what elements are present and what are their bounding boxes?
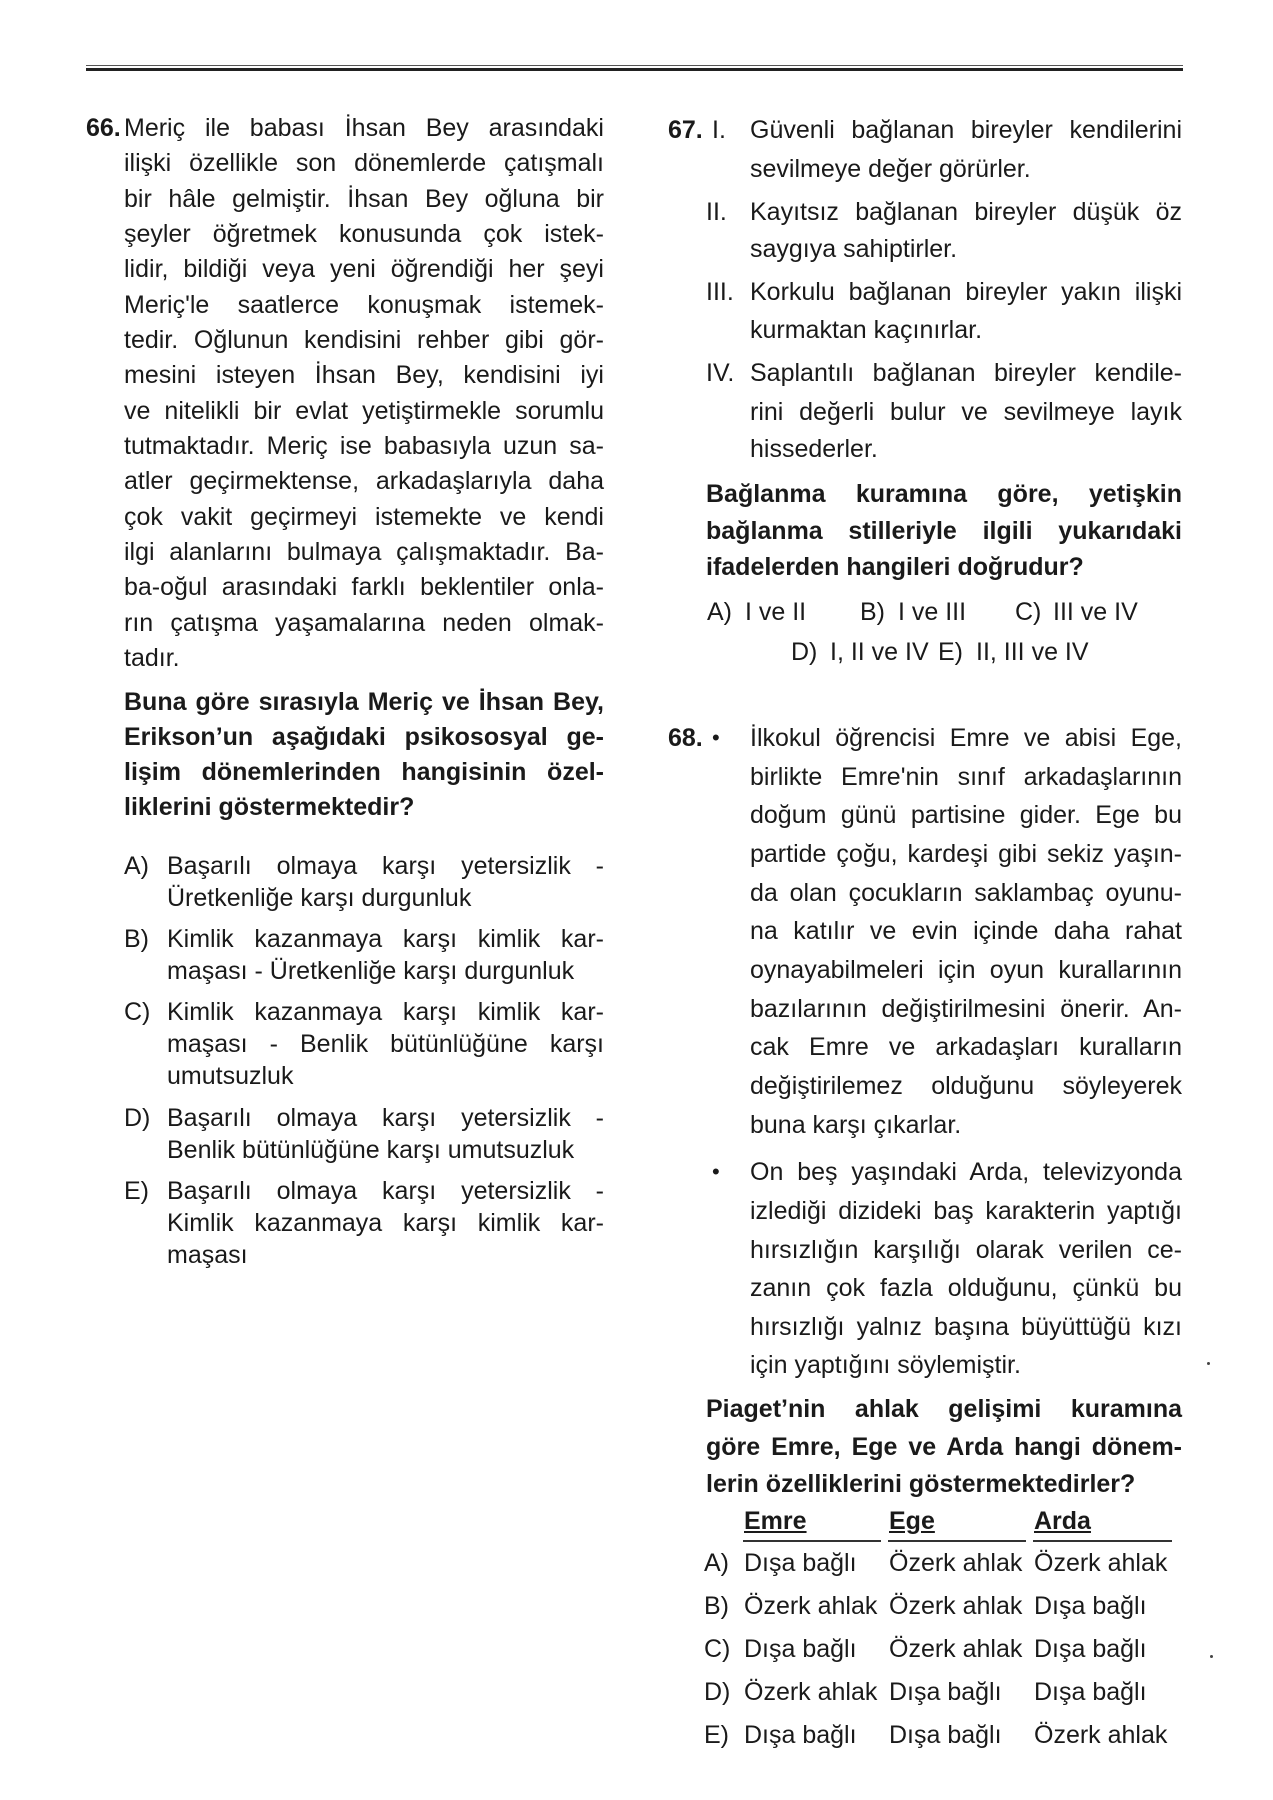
- table-cell: Dışa bağlı: [744, 1635, 857, 1663]
- statement-line: sevilmeye değer görürler.: [750, 155, 1031, 183]
- option-letter: C): [1015, 598, 1042, 626]
- table-cell: Dışa bağlı: [889, 1678, 1002, 1706]
- case-line: bazılarının değiştirilmesini önerir. An-: [750, 995, 1182, 1023]
- roman-numeral: I.: [712, 116, 726, 144]
- option-letter: B): [704, 1592, 729, 1620]
- statement-line: Kayıtsız bağlanan bireyler düşük öz: [750, 198, 1182, 226]
- statement-line: rini değerli bulur ve sevilmeye layık: [750, 398, 1182, 426]
- option-text: maşası - Üretkenliğe karşı durgunluk: [167, 957, 575, 985]
- option-letter: C): [124, 998, 151, 1026]
- option-text: maşası: [167, 1241, 248, 1269]
- case-line: da olan çocukların saklambaç oyunu-: [750, 879, 1182, 907]
- passage-line: ilgi alanlarını bulmaya çalışmaktadır. Ba-: [124, 538, 604, 566]
- passage-line: rın çatışma yaşamalarına neden olmak-: [124, 609, 604, 637]
- option-text: III ve IV: [1053, 598, 1138, 626]
- option-text: Kimlik kazanmaya karşı kimlik kar-: [167, 998, 604, 1026]
- statement-line: saygıya sahiptirler.: [750, 235, 958, 263]
- question-number: 68.: [668, 724, 703, 752]
- column-header-emre: Emre: [744, 1507, 807, 1535]
- option-letter: B): [124, 925, 149, 953]
- case-line: hırsızlığı yalnız başına büyüttüğü kızı: [750, 1313, 1182, 1341]
- question-stem-line: lerin özelliklerini göstermektedirler?: [706, 1470, 1136, 1498]
- option-text: Üretkenliğe karşı durgunluk: [167, 884, 472, 912]
- option-text: umutsuzluk: [167, 1062, 294, 1090]
- passage-line: tedir. Oğlunun kendisini rehber gibi gör-: [124, 326, 604, 354]
- column-rule: [888, 1540, 1026, 1542]
- question-stem-line: Bağlanma kuramına göre, yetişkin: [706, 480, 1182, 508]
- scan-speck: [1207, 1362, 1210, 1365]
- case-line: değiştirilemez olduğunu söyleyerek: [750, 1072, 1182, 1100]
- option-text: Başarılı olmaya karşı yetersizlik -: [167, 1104, 604, 1132]
- table-cell: Dışa bağlı: [1034, 1678, 1147, 1706]
- passage-line: tutmaktadır. Meriç ise babasıyla uzun sa-: [124, 432, 604, 460]
- roman-numeral: III.: [706, 278, 734, 306]
- statement-line: Güvenli bağlanan bireyler kendilerini: [750, 116, 1182, 144]
- column-rule: [1033, 1540, 1172, 1542]
- option-text: Benlik bütünlüğüne karşı umutsuzluk: [167, 1136, 575, 1164]
- passage-line: şeyler öğretmek konusunda çok istek-: [124, 220, 604, 248]
- passage-line: bir hâle gelmiştir. İhsan Bey oğluna bir: [124, 185, 604, 213]
- statement-line: kurmaktan kaçınırlar.: [750, 316, 983, 344]
- case-line: partide çoğu, kardeşi gibi sekiz yaşın-: [750, 840, 1182, 868]
- question-stem-line: Erikson’un aşağıdaki psikososyal ge-: [124, 723, 604, 751]
- passage-line: mesini isteyen İhsan Bey, kendisini iyi: [124, 361, 604, 389]
- option-letter: E): [938, 638, 963, 666]
- question-number: 66.: [86, 114, 121, 142]
- passage-line: Meriç ile babası İhsan Bey arasındaki: [124, 114, 604, 142]
- option-text: Başarılı olmaya karşı yetersizlik -: [167, 1177, 604, 1205]
- passage-line: atler geçirmektense, arkadaşlarıyla daha: [124, 467, 604, 495]
- question-number: 67.: [668, 116, 703, 144]
- table-cell: Özerk ahlak: [1034, 1549, 1168, 1577]
- option-letter: A): [124, 852, 149, 880]
- table-cell: Dışa bağlı: [1034, 1592, 1147, 1620]
- roman-numeral: II.: [706, 198, 727, 226]
- case-line: doğum günü partisine gider. Ege bu: [750, 801, 1182, 829]
- bullet-icon: •: [712, 1159, 720, 1184]
- option-letter: D): [124, 1104, 151, 1132]
- option-letter: E): [124, 1177, 149, 1205]
- option-text: Kimlik kazanmaya karşı kimlik kar-: [167, 925, 604, 953]
- option-letter: A): [704, 1549, 729, 1577]
- option-text: maşası - Benlik bütünlüğüne karşı: [167, 1030, 604, 1058]
- case-line: buna karşı çıkarlar.: [750, 1111, 962, 1139]
- question-stem-line: Piaget’nin ahlak gelişimi kuramına: [706, 1395, 1182, 1423]
- case-line: oynayabilmeleri için oyun kurallarının: [750, 956, 1182, 984]
- case-line: na katılır ve evin içinde daha rahat: [750, 917, 1182, 945]
- table-cell: Özerk ahlak: [889, 1635, 1023, 1663]
- option-text: Başarılı olmaya karşı yetersizlik -: [167, 852, 604, 880]
- case-line: birlikte Emre'nin sınıf arkadaşlarının: [750, 763, 1182, 791]
- bullet-icon: •: [712, 725, 720, 750]
- table-cell: Özerk ahlak: [744, 1592, 878, 1620]
- statement-line: Saplantılı bağlanan bireyler kendile-: [750, 359, 1182, 387]
- table-cell: Dışa bağlı: [744, 1721, 857, 1749]
- option-text: I ve II: [745, 598, 807, 626]
- passage-line: lidir, bildiği veya yeni öğrendiği her şeyi: [124, 255, 604, 283]
- option-letter: B): [860, 598, 885, 626]
- question-stem-line: Buna göre sırasıyla Meriç ve İhsan Bey,: [124, 688, 604, 716]
- table-cell: Özerk ahlak: [1034, 1721, 1168, 1749]
- header-rule-thin: [86, 65, 1183, 66]
- option-text: I, II ve IV: [830, 638, 929, 666]
- passage-line: Meriç'le saatlerce konuşmak istemek-: [124, 291, 604, 319]
- passage-line: ve nitelikli bir evlat yetiştirmekle sorumlu: [124, 397, 604, 425]
- column-header-arda: Arda: [1034, 1507, 1091, 1535]
- roman-numeral: IV.: [706, 359, 735, 387]
- statement-line: hissederler.: [750, 435, 878, 463]
- case-line: izlediği dizideki baş karakterin yaptığı: [750, 1197, 1182, 1225]
- table-cell: Dışa bağlı: [1034, 1635, 1147, 1663]
- question-stem-line: ifadelerden hangileri doğrudur?: [706, 553, 1084, 581]
- case-line: zanın çok fazla olduğunu, çünkü bu: [750, 1274, 1182, 1302]
- option-letter: D): [791, 638, 818, 666]
- option-letter: E): [704, 1721, 729, 1749]
- column-rule: [743, 1540, 881, 1542]
- case-line: cak Emre ve arkadaşları kuralların: [750, 1033, 1182, 1061]
- header-rule-thick: [86, 68, 1183, 71]
- scan-speck: [1210, 1655, 1213, 1658]
- option-letter: C): [704, 1635, 731, 1663]
- option-text: I ve III: [898, 598, 967, 626]
- statement-line: Korkulu bağlanan bireyler yakın ilişki: [750, 278, 1182, 306]
- question-stem-line: göre Emre, Ege ve Arda hangi dönem-: [706, 1433, 1182, 1461]
- case-line: için yaptığını söylemiştir.: [750, 1351, 1021, 1379]
- passage-line: çok vakit geçirmeyi istemekte ve kendi: [124, 503, 604, 531]
- table-cell: Özerk ahlak: [744, 1678, 878, 1706]
- table-cell: Dışa bağlı: [744, 1549, 857, 1577]
- question-stem-line: liklerini göstermektedir?: [124, 793, 415, 821]
- case-line: On beş yaşındaki Arda, televizyonda: [750, 1158, 1182, 1186]
- table-cell: Özerk ahlak: [889, 1592, 1023, 1620]
- case-line: İlkokul öğrencisi Emre ve abisi Ege,: [750, 724, 1182, 752]
- table-cell: Dışa bağlı: [889, 1721, 1002, 1749]
- passage-line: ba-oğul arasındaki farklı beklentiler onla-: [124, 573, 604, 601]
- option-text: Kimlik kazanmaya karşı kimlik kar-: [167, 1209, 604, 1237]
- option-text: II, III ve IV: [976, 638, 1089, 666]
- option-letter: D): [704, 1678, 731, 1706]
- table-cell: Özerk ahlak: [889, 1549, 1023, 1577]
- passage-line: ilişki özellikle son dönemlerde çatışmalı: [124, 149, 604, 177]
- case-line: hırsızlığın karşılığı olarak verilen ce-: [750, 1236, 1182, 1264]
- passage-line: tadır.: [124, 644, 180, 672]
- option-letter: A): [707, 598, 732, 626]
- question-stem-line: bağlanma stilleriyle ilgili yukarıdaki: [706, 517, 1182, 545]
- question-stem-line: lişim dönemlerinden hangisinin özel-: [124, 758, 604, 786]
- column-header-ege: Ege: [889, 1507, 935, 1535]
